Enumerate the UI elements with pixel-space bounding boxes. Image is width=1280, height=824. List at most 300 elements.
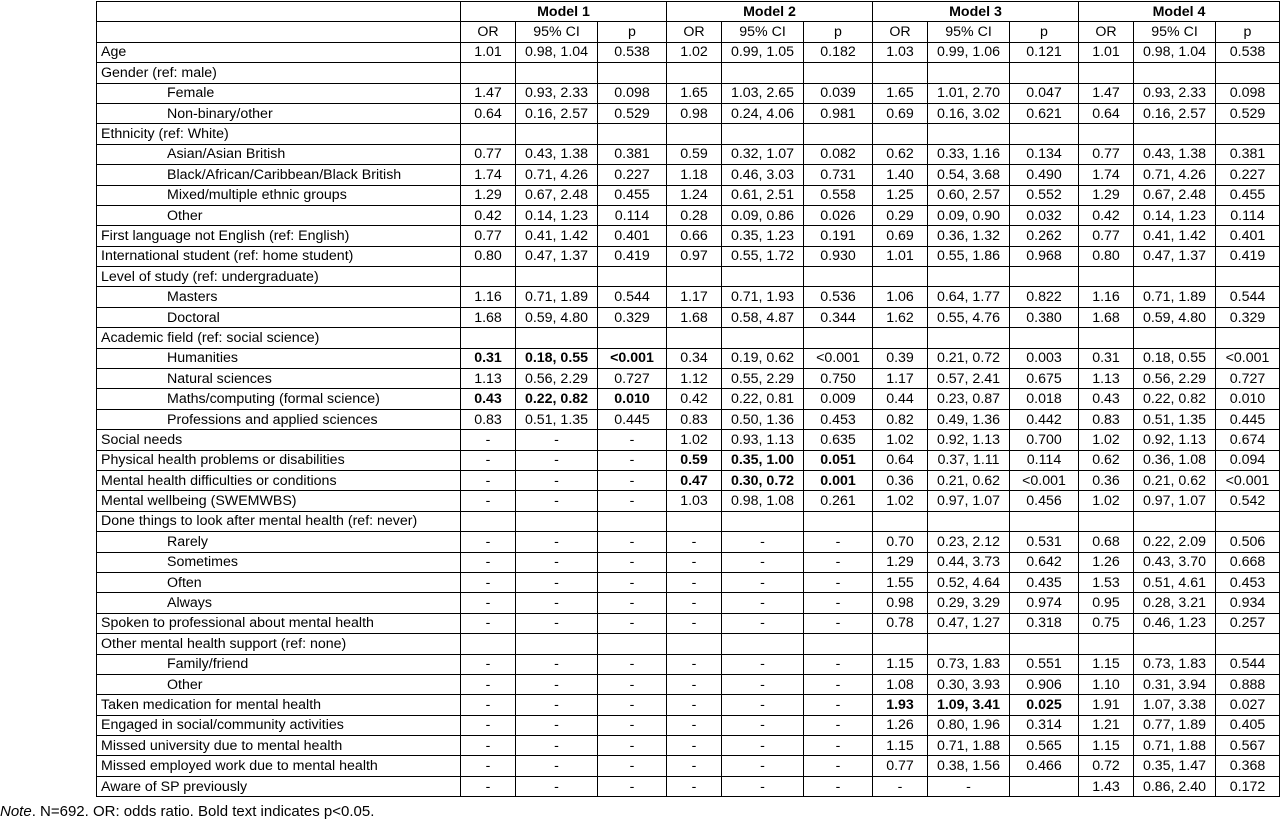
table-cell xyxy=(667,328,722,348)
table-cell: 0.191 xyxy=(804,226,873,246)
table-cell: 1.16 xyxy=(1079,287,1134,307)
table-cell: 0.67, 2.48 xyxy=(516,185,598,205)
table-cell: 0.46, 3.03 xyxy=(722,165,804,185)
table-cell: - xyxy=(722,756,804,776)
table-cell: 0.544 xyxy=(1216,654,1280,674)
row-label: Mixed/multiple ethnic groups xyxy=(97,185,461,205)
table-cell: 0.329 xyxy=(598,307,667,327)
table-cell: 1.17 xyxy=(667,287,722,307)
table-cell: 0.42 xyxy=(1079,205,1134,225)
table-cell: 0.18, 0.55 xyxy=(1134,348,1216,368)
table-cell: 0.83 xyxy=(1079,409,1134,429)
row-label: Sometimes xyxy=(97,552,461,572)
table-cell: 0.16, 2.57 xyxy=(516,103,598,123)
table-cell: 0.55, 1.86 xyxy=(928,246,1010,266)
table-cell xyxy=(461,63,516,83)
table-cell: 1.02 xyxy=(1079,491,1134,511)
table-cell: 0.41, 1.42 xyxy=(1134,226,1216,246)
table-cell: 0.38, 1.56 xyxy=(928,756,1010,776)
table-cell: <0.001 xyxy=(1216,348,1280,368)
table-cell: 0.69 xyxy=(873,103,928,123)
table-cell: 0.22, 2.09 xyxy=(1134,532,1216,552)
table-cell xyxy=(873,267,928,287)
table-row xyxy=(97,328,1280,348)
table-cell: 0.453 xyxy=(804,409,873,429)
table-cell: 1.68 xyxy=(1079,307,1134,327)
table-cell: 0.14, 1.23 xyxy=(1134,205,1216,225)
row-label: Social needs xyxy=(97,430,461,450)
table-cell xyxy=(667,124,722,144)
table-cell: 0.675 xyxy=(1010,369,1079,389)
table-cell: 0.22, 0.81 xyxy=(722,389,804,409)
table-cell xyxy=(873,124,928,144)
table-cell: 0.182 xyxy=(804,42,873,62)
table-cell: 0.455 xyxy=(1216,185,1280,205)
table-cell: 0.381 xyxy=(1216,144,1280,164)
table-cell: 0.52, 4.64 xyxy=(928,572,1010,592)
table-cell: - xyxy=(804,776,873,796)
table-cell: 0.51, 1.35 xyxy=(516,409,598,429)
table-cell: 0.77 xyxy=(873,756,928,776)
table-cell: 0.018 xyxy=(1010,389,1079,409)
table-cell xyxy=(928,63,1010,83)
table-cell: - xyxy=(804,695,873,715)
table-cell xyxy=(722,634,804,654)
table-cell xyxy=(1079,634,1134,654)
table-cell: 0.72 xyxy=(1079,756,1134,776)
row-label: Masters xyxy=(97,287,461,307)
table-cell: 0.567 xyxy=(1216,736,1280,756)
stat-header: OR xyxy=(1079,22,1134,42)
table-cell: 1.01 xyxy=(873,246,928,266)
table-cell: 0.026 xyxy=(804,205,873,225)
table-cell: - xyxy=(598,756,667,776)
table-cell: 0.565 xyxy=(1010,736,1079,756)
table-cell: 1.02 xyxy=(1079,430,1134,450)
table-cell: - xyxy=(598,674,667,694)
table-cell xyxy=(804,328,873,348)
table-cell xyxy=(461,124,516,144)
row-label: Often xyxy=(97,572,461,592)
note-lead: Note xyxy=(0,803,32,820)
table-cell: 0.98, 1.04 xyxy=(1134,42,1216,62)
table-cell: - xyxy=(722,532,804,552)
corner-cell xyxy=(97,2,461,22)
table-cell xyxy=(516,63,598,83)
row-label: Doctoral xyxy=(97,307,461,327)
table-cell: 0.727 xyxy=(1216,369,1280,389)
table-cell: 0.344 xyxy=(804,307,873,327)
table-row xyxy=(97,226,1280,246)
stat-header: p xyxy=(1010,22,1079,42)
table-cell xyxy=(1134,124,1216,144)
row-label: Other xyxy=(97,674,461,694)
stat-header: 95% CI xyxy=(1134,22,1216,42)
table-cell: - xyxy=(598,593,667,613)
table-cell: 0.42 xyxy=(461,205,516,225)
table-cell: 0.83 xyxy=(667,409,722,429)
table-cell: 0.121 xyxy=(1010,42,1079,62)
table-cell: 0.59 xyxy=(667,144,722,164)
table-cell: 0.64 xyxy=(461,103,516,123)
table-cell: 0.750 xyxy=(804,369,873,389)
table-cell xyxy=(1134,267,1216,287)
table-cell: - xyxy=(722,552,804,572)
table-cell: 0.551 xyxy=(1010,654,1079,674)
table-cell: 0.010 xyxy=(1216,389,1280,409)
table-cell: 0.032 xyxy=(1010,205,1079,225)
table-row xyxy=(97,634,1280,654)
table-cell: 1.01, 2.70 xyxy=(928,83,1010,103)
table-cell: 0.71, 4.26 xyxy=(1134,165,1216,185)
table-cell: 0.314 xyxy=(1010,715,1079,735)
table-cell: 0.31 xyxy=(1079,348,1134,368)
table-cell: 0.027 xyxy=(1216,695,1280,715)
row-label: Black/African/Caribbean/Black British xyxy=(97,165,461,185)
table-cell: 1.15 xyxy=(1079,736,1134,756)
stat-header: 95% CI xyxy=(928,22,1010,42)
row-label: Missed employed work due to mental health xyxy=(97,756,461,776)
table-cell: 0.47 xyxy=(667,470,722,490)
table-cell: 0.71, 1.88 xyxy=(1134,736,1216,756)
table-cell xyxy=(598,124,667,144)
table-cell: 0.888 xyxy=(1216,674,1280,694)
table-cell: - xyxy=(461,715,516,735)
table-cell: 0.003 xyxy=(1010,348,1079,368)
table-cell xyxy=(1079,267,1134,287)
table-cell: 0.71, 1.89 xyxy=(1134,287,1216,307)
table-cell: 1.55 xyxy=(873,572,928,592)
table-cell xyxy=(461,634,516,654)
stat-header: OR xyxy=(461,22,516,42)
table-cell: 1.02 xyxy=(667,430,722,450)
table-cell: 1.16 xyxy=(461,287,516,307)
table-cell: 0.025 xyxy=(1010,695,1079,715)
table-cell: - xyxy=(461,552,516,572)
table-row xyxy=(97,348,1280,368)
table-cell: 0.60, 2.57 xyxy=(928,185,1010,205)
table-cell: 1.43 xyxy=(1079,776,1134,796)
table-cell: 0.61, 2.51 xyxy=(722,185,804,205)
table-cell: 0.082 xyxy=(804,144,873,164)
table-cell: 0.55, 1.72 xyxy=(722,246,804,266)
model-header: Model 3 xyxy=(873,2,1079,22)
table-row xyxy=(97,369,1280,389)
stat-header-row xyxy=(97,22,1280,42)
table-cell: 0.30, 3.93 xyxy=(928,674,1010,694)
stat-header: p xyxy=(598,22,667,42)
table-cell: 0.41, 1.42 xyxy=(516,226,598,246)
table-cell: - xyxy=(598,552,667,572)
row-label: Ethnicity (ref: White) xyxy=(97,124,461,144)
table-cell xyxy=(722,511,804,531)
table-cell: - xyxy=(722,593,804,613)
table-cell: 0.71, 1.89 xyxy=(516,287,598,307)
table-cell: 0.098 xyxy=(598,83,667,103)
table-row xyxy=(97,470,1280,490)
table-cell: 0.16, 3.02 xyxy=(928,103,1010,123)
table-cell: - xyxy=(461,674,516,694)
table-cell: - xyxy=(722,776,804,796)
table-cell xyxy=(1079,511,1134,531)
table-cell: 0.98, 1.08 xyxy=(722,491,804,511)
stat-header: p xyxy=(804,22,873,42)
table-cell: 0.24, 4.06 xyxy=(722,103,804,123)
table-cell: 0.674 xyxy=(1216,430,1280,450)
row-label: Taken medication for mental health xyxy=(97,695,461,715)
table-cell xyxy=(1134,63,1216,83)
table-cell: 0.368 xyxy=(1216,756,1280,776)
table-cell: 0.43, 1.38 xyxy=(516,144,598,164)
table-cell: - xyxy=(722,736,804,756)
table-cell: - xyxy=(598,715,667,735)
table-row xyxy=(97,776,1280,796)
table-cell: 0.36 xyxy=(873,470,928,490)
table-cell: - xyxy=(667,695,722,715)
table-row xyxy=(97,165,1280,185)
table-cell: 1.02 xyxy=(873,491,928,511)
table-cell: 0.19, 0.62 xyxy=(722,348,804,368)
table-cell: 0.445 xyxy=(598,409,667,429)
stat-header: 95% CI xyxy=(516,22,598,42)
table-cell: 0.318 xyxy=(1010,613,1079,633)
table-cell xyxy=(516,267,598,287)
table-cell: 0.401 xyxy=(1216,226,1280,246)
table-cell: - xyxy=(804,572,873,592)
table-row xyxy=(97,695,1280,715)
table-cell: 0.70 xyxy=(873,532,928,552)
table-cell: 0.34 xyxy=(667,348,722,368)
table-cell: - xyxy=(516,532,598,552)
table-cell xyxy=(928,634,1010,654)
table-cell: 0.56, 2.29 xyxy=(1134,369,1216,389)
table-cell: - xyxy=(667,756,722,776)
table-cell: 0.47, 1.37 xyxy=(1134,246,1216,266)
table-cell: - xyxy=(461,776,516,796)
table-cell: 0.31, 3.94 xyxy=(1134,674,1216,694)
table-cell: 0.92, 1.13 xyxy=(928,430,1010,450)
table-cell: 0.731 xyxy=(804,165,873,185)
table-cell: - xyxy=(667,593,722,613)
table-cell: 1.02 xyxy=(873,430,928,450)
stat-header: OR xyxy=(667,22,722,42)
table-cell: 0.22, 0.82 xyxy=(1134,389,1216,409)
table-cell: - xyxy=(804,715,873,735)
row-label: Level of study (ref: undergraduate) xyxy=(97,267,461,287)
table-cell: 0.934 xyxy=(1216,593,1280,613)
table-cell xyxy=(928,124,1010,144)
table-cell: 0.098 xyxy=(1216,83,1280,103)
table-cell: 0.44, 3.73 xyxy=(928,552,1010,572)
table-cell: 0.172 xyxy=(1216,776,1280,796)
table-cell xyxy=(928,328,1010,348)
table-cell xyxy=(667,267,722,287)
table-cell: 1.12 xyxy=(667,369,722,389)
table-cell: 1.06 xyxy=(873,287,928,307)
table-row xyxy=(97,246,1280,266)
table-cell: 0.700 xyxy=(1010,430,1079,450)
row-label: Maths/computing (formal science) xyxy=(97,389,461,409)
table-cell: 0.22, 0.82 xyxy=(516,389,598,409)
table-cell: 0.80, 1.96 xyxy=(928,715,1010,735)
table-cell: 0.55, 4.76 xyxy=(928,307,1010,327)
table-row xyxy=(97,307,1280,327)
table-cell: 0.42 xyxy=(667,389,722,409)
row-label: Other xyxy=(97,205,461,225)
row-label: Rarely xyxy=(97,532,461,552)
model-header-row xyxy=(97,2,1280,22)
table-cell: - xyxy=(804,552,873,572)
table-cell: 0.51, 4.61 xyxy=(1134,572,1216,592)
row-label: Professions and applied sciences xyxy=(97,409,461,429)
table-cell xyxy=(928,267,1010,287)
table-row xyxy=(97,756,1280,776)
table-cell xyxy=(516,511,598,531)
table-cell: - xyxy=(722,613,804,633)
table-cell: 0.43, 3.70 xyxy=(1134,552,1216,572)
table-cell: - xyxy=(598,695,667,715)
table-cell: 0.77 xyxy=(461,144,516,164)
row-label: Academic field (ref: social science) xyxy=(97,328,461,348)
table-cell: - xyxy=(516,593,598,613)
table-cell: 1.15 xyxy=(1079,654,1134,674)
row-label: Physical health problems or disabilities xyxy=(97,450,461,470)
table-cell: 1.07, 3.38 xyxy=(1134,695,1216,715)
table-row xyxy=(97,674,1280,694)
table-cell: - xyxy=(598,654,667,674)
table-cell xyxy=(1216,328,1280,348)
table-cell: - xyxy=(598,430,667,450)
table-cell: 0.466 xyxy=(1010,756,1079,776)
table-cell: 0.506 xyxy=(1216,532,1280,552)
table-cell: - xyxy=(461,491,516,511)
table-cell: 1.65 xyxy=(667,83,722,103)
table-cell: 0.47, 1.37 xyxy=(516,246,598,266)
table-cell: 0.23, 0.87 xyxy=(928,389,1010,409)
table-cell: 0.55, 2.29 xyxy=(722,369,804,389)
table-cell: <0.001 xyxy=(804,348,873,368)
table-cell xyxy=(722,124,804,144)
table-cell: 0.73, 1.83 xyxy=(928,654,1010,674)
table-cell: 0.93, 2.33 xyxy=(516,83,598,103)
table-cell: 1.74 xyxy=(461,165,516,185)
table-row xyxy=(97,736,1280,756)
table-cell xyxy=(1079,124,1134,144)
table-cell: 0.82 xyxy=(873,409,928,429)
table-row xyxy=(97,205,1280,225)
table-cell: 0.039 xyxy=(804,83,873,103)
table-cell: 0.51, 1.35 xyxy=(1134,409,1216,429)
table-cell: 0.69 xyxy=(873,226,928,246)
table-cell xyxy=(1216,124,1280,144)
table-cell: - xyxy=(804,674,873,694)
table-cell xyxy=(1134,511,1216,531)
table-cell: - xyxy=(516,695,598,715)
table-cell: 0.67, 2.48 xyxy=(1134,185,1216,205)
table-cell: 0.35, 1.00 xyxy=(722,450,804,470)
table-cell: 0.542 xyxy=(1216,491,1280,511)
table-cell xyxy=(804,511,873,531)
table-cell: 0.47, 1.27 xyxy=(928,613,1010,633)
table-cell: 1.13 xyxy=(1079,369,1134,389)
table-cell: 0.529 xyxy=(598,103,667,123)
table-cell: 0.54, 3.68 xyxy=(928,165,1010,185)
table-cell: - xyxy=(516,736,598,756)
table-cell: 0.32, 1.07 xyxy=(722,144,804,164)
table-cell: 1.62 xyxy=(873,307,928,327)
table-cell: 0.43, 1.38 xyxy=(1134,144,1216,164)
table-cell: - xyxy=(598,572,667,592)
table-cell: 1.15 xyxy=(873,654,928,674)
table-cell xyxy=(1010,124,1079,144)
table-cell xyxy=(598,328,667,348)
table-cell: - xyxy=(667,572,722,592)
table-cell: 0.968 xyxy=(1010,246,1079,266)
table-cell: 0.71, 1.93 xyxy=(722,287,804,307)
table-cell xyxy=(1010,776,1079,796)
table-cell: - xyxy=(516,491,598,511)
table-cell: 0.419 xyxy=(598,246,667,266)
table-cell: 0.68 xyxy=(1079,532,1134,552)
table-cell xyxy=(461,267,516,287)
table-cell: <0.001 xyxy=(1216,470,1280,490)
table-cell xyxy=(1079,63,1134,83)
table-cell: 0.21, 0.62 xyxy=(1134,470,1216,490)
table-cell: 0.558 xyxy=(804,185,873,205)
table-cell: 0.59, 4.80 xyxy=(1134,307,1216,327)
table-row xyxy=(97,450,1280,470)
table-cell: 0.538 xyxy=(1216,42,1280,62)
table-cell: 0.33, 1.16 xyxy=(928,144,1010,164)
table-cell: 1.02 xyxy=(667,42,722,62)
table-row xyxy=(97,124,1280,144)
table-cell: 1.47 xyxy=(1079,83,1134,103)
row-label: Missed university due to mental health xyxy=(97,736,461,756)
table-row xyxy=(97,715,1280,735)
table-cell: 0.43 xyxy=(1079,389,1134,409)
table-cell: - xyxy=(722,572,804,592)
table-cell: - xyxy=(461,470,516,490)
table-cell: - xyxy=(667,776,722,796)
table-cell: 0.668 xyxy=(1216,552,1280,572)
table-cell: 0.44 xyxy=(873,389,928,409)
table-cell: 0.93, 2.33 xyxy=(1134,83,1216,103)
table-cell xyxy=(873,63,928,83)
table-cell: - xyxy=(667,552,722,572)
table-cell: 0.257 xyxy=(1216,613,1280,633)
table-cell: 0.09, 0.86 xyxy=(722,205,804,225)
table-cell: 0.227 xyxy=(598,165,667,185)
table-cell: 0.36, 1.32 xyxy=(928,226,1010,246)
row-label: Gender (ref: male) xyxy=(97,63,461,83)
table-cell: 0.552 xyxy=(1010,185,1079,205)
table-cell: - xyxy=(516,776,598,796)
table-cell: 0.58, 4.87 xyxy=(722,307,804,327)
table-row xyxy=(97,511,1280,531)
table-cell: 0.010 xyxy=(598,389,667,409)
table-cell: 0.64 xyxy=(1079,103,1134,123)
table-cell xyxy=(804,634,873,654)
table-cell: - xyxy=(804,593,873,613)
table-cell: - xyxy=(804,756,873,776)
table-cell: 1.47 xyxy=(461,83,516,103)
table-cell xyxy=(1010,267,1079,287)
table-cell: 0.49, 1.36 xyxy=(928,409,1010,429)
table-cell: - xyxy=(461,572,516,592)
table-cell: - xyxy=(598,491,667,511)
table-cell: 0.445 xyxy=(1216,409,1280,429)
table-cell: 0.621 xyxy=(1010,103,1079,123)
